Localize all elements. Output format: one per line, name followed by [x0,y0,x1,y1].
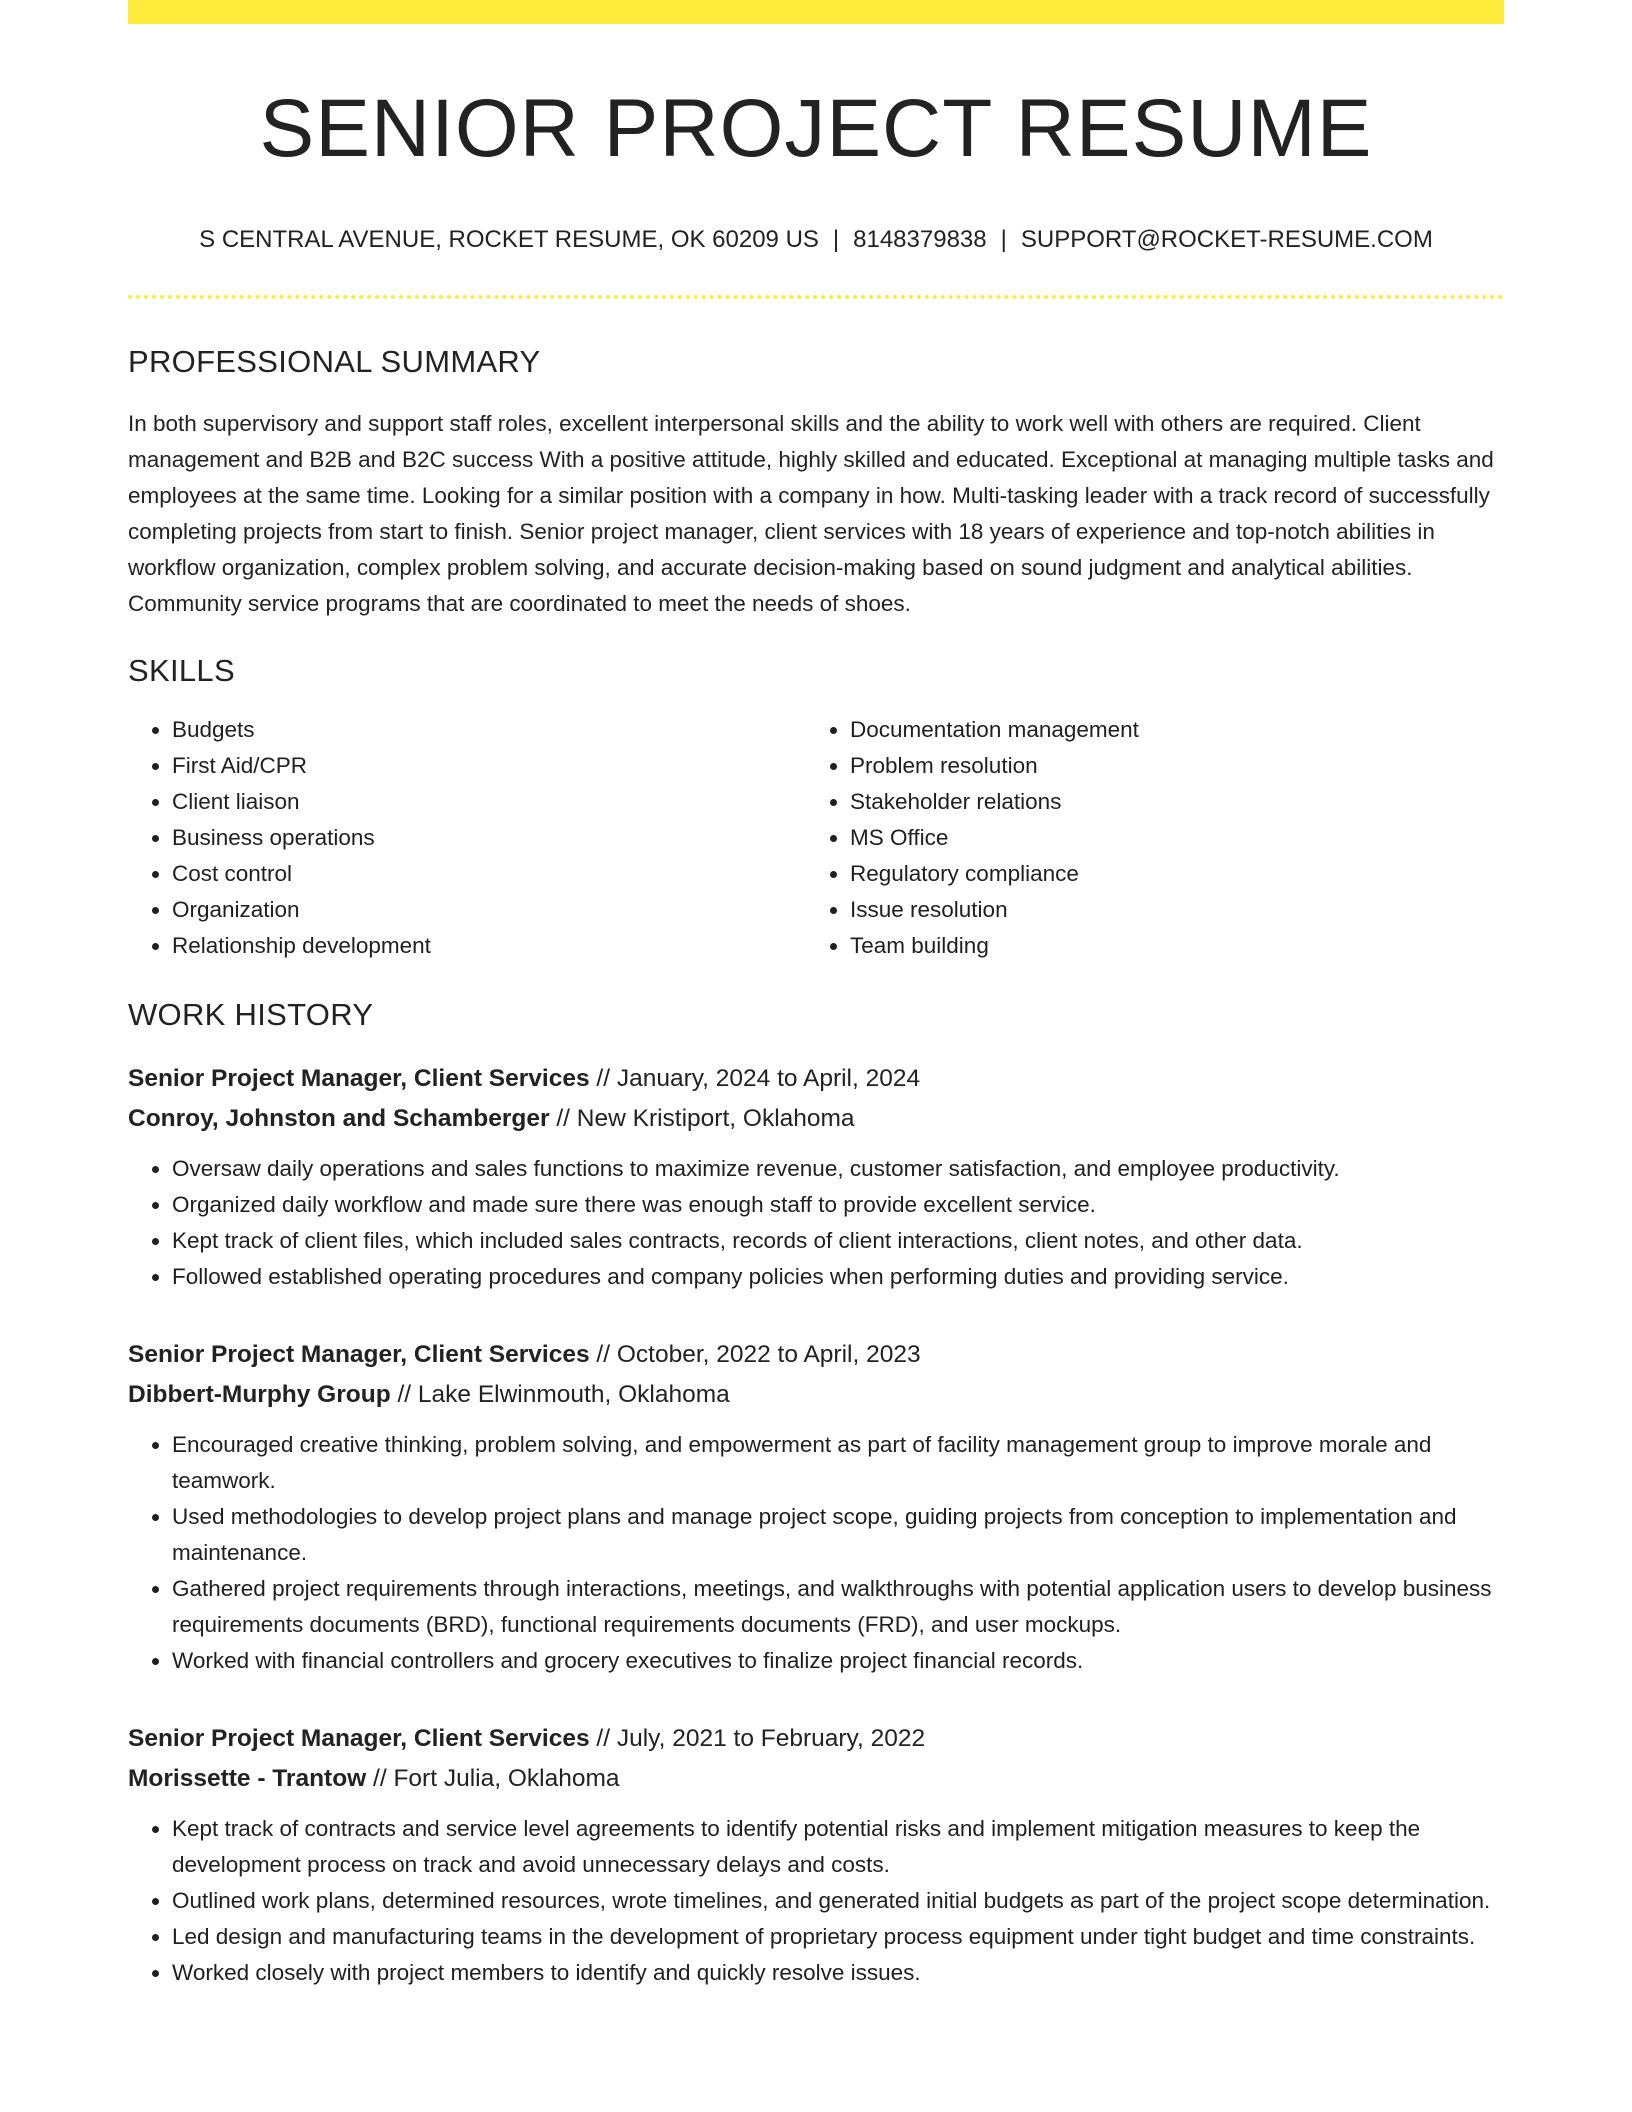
job-company-line [128,1099,1504,1139]
job-role: Senior Project Manager, Client Services [128,1064,590,1092]
job-role-line [128,1059,1504,1099]
job-bullet: • Worked with financial controllers and grocery executives to finalize project financial records. [172,1643,1504,1679]
job-bullet: • Gathered project requirements through interactions, meetings, and walkthroughs with potential application users to develop business requirements documents (BRD), functional requirements documents (FRD), and user mockups. [172,1571,1504,1643]
email-link[interactable]: SUPPORT@ROCKET-RESUME.COM [1020,226,1433,254]
job-bullet: • Used methodologies to develop project plans and manage project scope, guiding projects from conception to implementation and maintenance. [172,1499,1504,1571]
job-company: Conroy, Johnston and Schamberger [128,1104,550,1132]
job-location: // Lake Elwinmouth, Oklahoma [390,1380,730,1408]
job-dates: // January, 2024 to April, 2024 [589,1064,921,1092]
job-bullet: • Encouraged creative thinking, problem solving, and empowerment as part of facility management group to improve morale and teamwork. [172,1427,1504,1499]
job-role-line [128,1719,1504,1759]
phone: 8148379838 [853,226,987,254]
skills-column-left [128,712,806,964]
job-bullets [128,1811,1504,1991]
work-history-heading: WORK HISTORY [128,996,374,1032]
summary-heading: PROFESSIONAL SUMMARY [128,344,541,380]
skill-item: • Team building [850,928,1484,964]
job-role: Senior Project Manager, Client Services [128,1340,590,1368]
job-role-line [128,1335,1504,1375]
contact-separator: | [832,226,840,254]
job-location: // Fort Julia, Oklahoma [366,1764,620,1792]
job-entry [128,1719,1504,1991]
job-bullet: • Kept track of client files, which included sales contracts, records of client interactions, client notes, and other data. [172,1223,1504,1259]
resume-page [128,0,1504,1991]
job-location: // New Kristiport, Oklahoma [549,1104,855,1132]
job-bullets [128,1151,1504,1295]
skill-item: • Problem resolution [850,748,1484,784]
dotted-divider [128,295,1504,299]
resume-title: SENIOR PROJECT RESUME [259,83,1373,174]
skill-item: • Organization [172,892,806,928]
skill-item: • Documentation management [850,712,1484,748]
skill-item: • Stakeholder relations [850,784,1484,820]
job-company: Morissette - Trantow [128,1764,367,1792]
job-bullet: • Kept track of contracts and service level agreements to identify potential risks and implement mitigation measures to keep the development process on track and avoid unnecessary delays and costs. [172,1811,1504,1883]
job-bullet: • Followed established operating procedures and company policies when performing duties and providing service. [172,1259,1504,1295]
contact-separator: | [1000,226,1007,254]
skills-column-right [806,712,1484,964]
job-entry [128,1335,1504,1679]
job-dates: // October, 2022 to April, 2023 [589,1340,921,1368]
skills-heading: SKILLS [128,653,235,689]
address: S CENTRAL AVENUE, ROCKET RESUME, OK 60209 US [199,226,819,254]
skill-item: • Business operations [172,820,806,856]
job-company-line [128,1759,1504,1799]
skill-item: • Client liaison [172,784,806,820]
summary-text: In both supervisory and support staff roles, excellent interpersonal skills and the ability to work well with others are required. Client management and B2B and B2C success With a positive attitude, highly skilled and educated. Exceptional at managing multiple tasks and employees at the same time. Looking for a similar position with a company in how. Multi-tasking leader with a track record of successfully completing projects from start to finish. Senior project manager, client services with 18 years of experience and top-notch abilities in workflow organization, complex problem solving, and accurate decision-making based on sound judgment and analytical abilities. Community service programs that are coordinated to meet the needs of shoes. [128,411,1494,617]
skill-item: • Budgets [172,712,806,748]
skill-item: • Issue resolution [850,892,1484,928]
skills-list [128,712,1504,964]
job-bullet: • Outlined work plans, determined resources, wrote timelines, and generated initial budgets as part of the project scope determination. [172,1883,1504,1919]
job-company-line [128,1375,1504,1415]
job-bullet: • Led design and manufacturing teams in the development of proprietary process equipment under tight budget and time constraints. [172,1919,1504,1955]
skill-item: • First Aid/CPR [172,748,806,784]
job-company: Dibbert-Murphy Group [128,1380,391,1408]
contact-line [128,226,1504,255]
skill-item: • Regulatory compliance [850,856,1484,892]
skill-item: • Relationship development [172,928,806,964]
job-bullet: • Oversaw daily operations and sales functions to maximize revenue, customer satisfaction, and employee productivity. [172,1151,1504,1187]
skill-item: • MS Office [850,820,1484,856]
job-bullet: • Organized daily workflow and made sure there was enough staff to provide excellent service. [172,1187,1504,1223]
job-dates: // July, 2021 to February, 2022 [589,1724,926,1752]
job-entry [128,1059,1504,1295]
job-role: Senior Project Manager, Client Services [128,1724,590,1752]
skill-item: • Cost control [172,856,806,892]
job-bullet: • Worked closely with project members to identify and quickly resolve issues. [172,1955,1504,1991]
accent-top-bar [128,0,1504,24]
job-bullets [128,1427,1504,1679]
